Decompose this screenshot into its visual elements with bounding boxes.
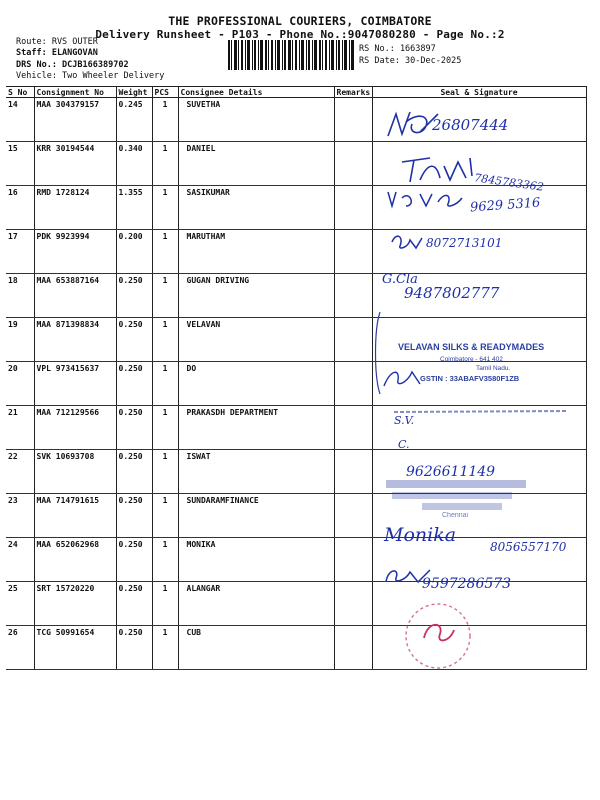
handwritten-phone: 26807444 bbox=[432, 116, 509, 134]
table-row bbox=[6, 538, 586, 582]
cell-weight: 0.250 bbox=[116, 318, 152, 362]
cell-signature bbox=[372, 626, 586, 670]
cell-signature bbox=[372, 142, 586, 186]
col-header-remarks: Remarks bbox=[334, 87, 372, 98]
cell-pcs: 1 bbox=[152, 142, 178, 186]
cell-sno: 23 bbox=[6, 494, 34, 538]
cell-signature bbox=[372, 538, 586, 582]
handwritten-initials: C. bbox=[398, 438, 410, 451]
cell-remarks bbox=[334, 230, 372, 274]
cell-consignee: MONIKA bbox=[178, 538, 334, 582]
barcode-image bbox=[228, 40, 354, 70]
cell-signature bbox=[372, 274, 586, 318]
cell-weight: 0.250 bbox=[116, 626, 152, 670]
cell-signature bbox=[372, 318, 586, 362]
cell-remarks bbox=[334, 274, 372, 318]
cell-consignee: SASIKUMAR bbox=[178, 186, 334, 230]
cell-signature bbox=[372, 494, 586, 538]
cell-remarks bbox=[334, 406, 372, 450]
runsheet-title: Delivery Runsheet - P103 - Phone No.:9047080280 - Page No.:2 bbox=[95, 28, 505, 41]
cell-remarks bbox=[334, 98, 372, 142]
cell-consignee: SUVETHA bbox=[178, 98, 334, 142]
cell-consignee: VELAVAN bbox=[178, 318, 334, 362]
cell-consignment: MAA 652062968 bbox=[34, 538, 116, 582]
cell-consignment: SVK 10693708 bbox=[34, 450, 116, 494]
cell-consignee: MARUTHAM bbox=[178, 230, 334, 274]
cell-sno: 15 bbox=[6, 142, 34, 186]
cell-signature bbox=[372, 230, 586, 274]
stamp-velavan-address: Coimbatore - 641 402 bbox=[440, 356, 503, 363]
handwritten-phone: 9626611149 bbox=[406, 464, 496, 480]
cell-sno: 25 bbox=[6, 582, 34, 626]
col-header-weight: Weight bbox=[116, 87, 152, 98]
table-row bbox=[6, 142, 586, 186]
cell-sno: 26 bbox=[6, 626, 34, 670]
cell-remarks bbox=[334, 318, 372, 362]
rs-date-label: RS Date: 30-Dec-2025 bbox=[359, 56, 462, 66]
cell-signature bbox=[372, 582, 586, 626]
rs-no-label: RS No.: 1663897 bbox=[359, 44, 436, 54]
cell-signature bbox=[372, 98, 586, 142]
staff-label: Staff: ELANGOVAN bbox=[16, 48, 98, 58]
table-row bbox=[6, 406, 586, 450]
cell-weight: 1.355 bbox=[116, 186, 152, 230]
cell-sno: 18 bbox=[6, 274, 34, 318]
handwritten-phone: 8056557170 bbox=[490, 540, 567, 554]
cell-pcs: 1 bbox=[152, 450, 178, 494]
cell-pcs: 1 bbox=[152, 494, 178, 538]
table-row bbox=[6, 274, 586, 318]
cell-weight: 0.200 bbox=[116, 230, 152, 274]
cell-consignee: DANIEL bbox=[178, 142, 334, 186]
cell-signature bbox=[372, 450, 586, 494]
cell-consignment: PDK 9923994 bbox=[34, 230, 116, 274]
cell-weight: 0.250 bbox=[116, 362, 152, 406]
cell-pcs: 1 bbox=[152, 98, 178, 142]
cell-consignment: KRR 30194544 bbox=[34, 142, 116, 186]
cell-pcs: 1 bbox=[152, 362, 178, 406]
cell-pcs: 1 bbox=[152, 582, 178, 626]
cell-sno: 16 bbox=[6, 186, 34, 230]
cell-weight: 0.250 bbox=[116, 406, 152, 450]
cell-weight: 0.340 bbox=[116, 142, 152, 186]
handwritten-signature: Monika bbox=[384, 524, 457, 546]
col-header-signature: Seal & Signature bbox=[372, 87, 586, 98]
cell-sno: 22 bbox=[6, 450, 34, 494]
stamp-velavan-state: Tamil Nadu. bbox=[476, 365, 511, 372]
cell-sno: 24 bbox=[6, 538, 34, 582]
handwritten-phone: 9487802777 bbox=[404, 284, 500, 302]
cell-remarks bbox=[334, 450, 372, 494]
handwritten-phone: 8072713101 bbox=[426, 236, 503, 250]
cell-consignee: SUNDARAMFINANCE bbox=[178, 494, 334, 538]
cell-sno: 20 bbox=[6, 362, 34, 406]
table-row bbox=[6, 230, 586, 274]
cell-consignment: MAA 714791615 bbox=[34, 494, 116, 538]
barcode-graphic bbox=[228, 40, 354, 70]
table-header-row bbox=[6, 87, 586, 98]
cell-sno: 14 bbox=[6, 98, 34, 142]
cell-sno: 17 bbox=[6, 230, 34, 274]
stamp-velavan-name: VELAVAN SILKS & READYMADES bbox=[398, 342, 545, 352]
stamp-sundaram-address: Chennai bbox=[442, 512, 469, 519]
cell-pcs: 1 bbox=[152, 274, 178, 318]
table-row bbox=[6, 98, 586, 142]
cell-remarks bbox=[334, 186, 372, 230]
vehicle-label: Vehicle: Two Wheeler Delivery bbox=[16, 71, 165, 81]
handwritten-phone: 7845783362 bbox=[473, 171, 545, 194]
table-row bbox=[6, 318, 586, 362]
cell-consignment: MAA 712129566 bbox=[34, 406, 116, 450]
cell-sno: 19 bbox=[6, 318, 34, 362]
cell-weight: 0.250 bbox=[116, 274, 152, 318]
drs-label: DRS No.: DCJB166389702 bbox=[16, 60, 129, 70]
cell-weight: 0.250 bbox=[116, 582, 152, 626]
cell-pcs: 1 bbox=[152, 318, 178, 362]
cell-signature bbox=[372, 362, 586, 406]
cell-consignee: ALANGAR bbox=[178, 582, 334, 626]
runsheet-table bbox=[6, 86, 587, 670]
cell-remarks bbox=[334, 494, 372, 538]
cell-weight: 0.245 bbox=[116, 98, 152, 142]
cell-consignee: DO bbox=[178, 362, 334, 406]
cell-pcs: 1 bbox=[152, 626, 178, 670]
handwritten-initials: S.V. bbox=[394, 414, 415, 427]
stamp-velavan-gst: GSTIN : 33ABAFV3580F1ZB bbox=[420, 374, 520, 383]
cell-signature bbox=[372, 186, 586, 230]
cell-consignee: GUGAN DRIVING bbox=[178, 274, 334, 318]
cell-signature bbox=[372, 406, 586, 450]
company-title: THE PROFESSIONAL COURIERS, COIMBATORE bbox=[168, 14, 432, 28]
table-row bbox=[6, 626, 586, 670]
route-label: Route: RVS OUTER bbox=[16, 37, 98, 47]
table-row bbox=[6, 494, 586, 538]
cell-pcs: 1 bbox=[152, 186, 178, 230]
cell-consignment: MAA 653887164 bbox=[34, 274, 116, 318]
cell-weight: 0.250 bbox=[116, 538, 152, 582]
cell-consignee: PRAKASDH DEPARTMENT bbox=[178, 406, 334, 450]
handwritten-phone: 9629 5316 bbox=[469, 195, 541, 216]
table-row bbox=[6, 582, 586, 626]
cell-consignee: CUB bbox=[178, 626, 334, 670]
cell-weight: 0.250 bbox=[116, 450, 152, 494]
cell-consignment: VPL 973415637 bbox=[34, 362, 116, 406]
cell-weight: 0.250 bbox=[116, 494, 152, 538]
cell-pcs: 1 bbox=[152, 406, 178, 450]
cell-remarks bbox=[334, 362, 372, 406]
cell-pcs: 1 bbox=[152, 538, 178, 582]
table-row bbox=[6, 362, 586, 406]
col-header-pcs: PCS bbox=[152, 87, 178, 98]
handwritten-phone: 9597286573 bbox=[422, 576, 512, 592]
cell-remarks bbox=[334, 142, 372, 186]
cell-consignment: TCG 50991654 bbox=[34, 626, 116, 670]
cell-remarks bbox=[334, 538, 372, 582]
col-header-consignee: Consignee Details bbox=[178, 87, 334, 98]
cell-consignment: RMD 1728124 bbox=[34, 186, 116, 230]
table-row bbox=[6, 450, 586, 494]
col-header-sno: S No bbox=[6, 87, 34, 98]
cell-pcs: 1 bbox=[152, 230, 178, 274]
handwritten-initials: G.Cla bbox=[382, 272, 418, 287]
table-row bbox=[6, 186, 586, 230]
cell-remarks bbox=[334, 582, 372, 626]
cell-consignee: ISWAT bbox=[178, 450, 334, 494]
cell-consignment: MAA 304379157 bbox=[34, 98, 116, 142]
col-header-consignment: Consignment No bbox=[34, 87, 116, 98]
cell-remarks bbox=[334, 626, 372, 670]
cell-consignment: SRT 15720220 bbox=[34, 582, 116, 626]
cell-consignment: MAA 871398834 bbox=[34, 318, 116, 362]
cell-sno: 21 bbox=[6, 406, 34, 450]
